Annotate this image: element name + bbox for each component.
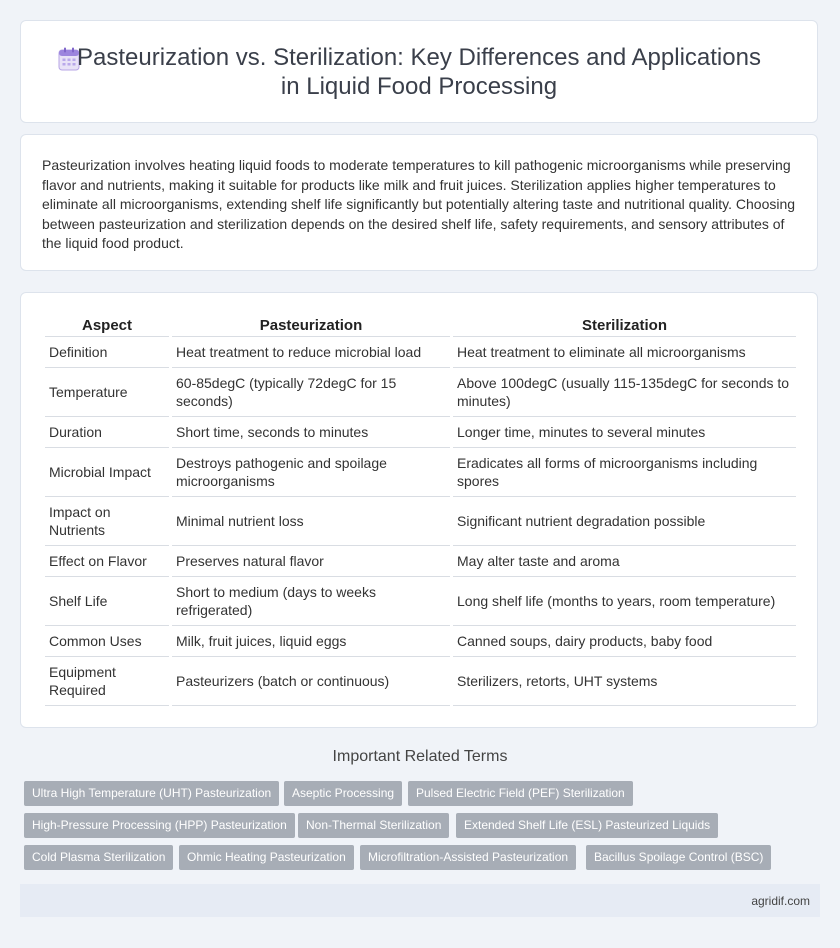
footer	[20, 884, 820, 917]
related-term-chip[interactable]: Cold Plasma Sterilization	[24, 845, 173, 870]
cell-aspect: Shelf Life	[45, 577, 169, 626]
cell-sterilization: Canned soups, dairy products, baby food	[453, 626, 796, 657]
intro-paragraph: Pasteurization involves heating liquid foods to moderate temperatures to kill pathogenic microorganisms while preserving flavor and nutrients, making it suitable for products like milk and fruit juices. Sterilization applies higher temperatures to eliminate all microorganisms, extending shelf life significantly but potentially altering taste and nutritional quality. Choosing between pasteurization and sterilization depends on the desired shelf life, safety requirements, and sensory attributes of the liquid food product.	[42, 157, 796, 251]
cell-pasteurization: Destroys pathogenic and spoilage microorganisms	[172, 448, 450, 497]
table-row	[45, 626, 796, 657]
cell-aspect: Temperature	[45, 368, 169, 417]
cell-sterilization: Sterilizers, retorts, UHT systems	[453, 657, 796, 706]
cell-aspect: Equipment Required	[45, 657, 169, 706]
related-term-chip[interactable]: Ohmic Heating Pasteurization	[179, 845, 354, 870]
header-pasteurization: Pasteurization	[172, 314, 450, 337]
related-term-chip[interactable]: Pulsed Electric Field (PEF) Sterilization	[408, 781, 633, 806]
cell-aspect: Common Uses	[45, 626, 169, 657]
table-row	[45, 577, 796, 626]
title-card	[20, 20, 818, 123]
table-row	[45, 417, 796, 448]
cell-aspect: Effect on Flavor	[45, 546, 169, 577]
table-row	[45, 546, 796, 577]
related-term-chip[interactable]: Extended Shelf Life (ESL) Pasteurized Liquids	[456, 813, 718, 838]
header-aspect: Aspect	[45, 314, 169, 337]
cell-pasteurization: 60-85degC (typically 72degC for 15 seconds)	[172, 368, 450, 417]
cell-sterilization: Significant nutrient degradation possible	[453, 497, 796, 546]
comparison-card	[20, 292, 818, 728]
page-title-line-2: in Liquid Food Processing	[280, 73, 558, 100]
cell-pasteurization: Short time, seconds to minutes	[172, 417, 450, 448]
cell-aspect: Impact on Nutrients	[45, 497, 169, 546]
intro-card	[20, 134, 818, 271]
cell-sterilization: Longer time, minutes to several minutes	[453, 417, 796, 448]
table-row	[45, 337, 796, 368]
table-row	[45, 448, 796, 497]
related-term-chip[interactable]: Ultra High Temperature (UHT) Pasteurization	[24, 781, 279, 806]
table-header-row	[45, 314, 796, 337]
cell-sterilization: Eradicates all forms of microorganisms including spores	[453, 448, 796, 497]
cell-sterilization: Heat treatment to eliminate all microorganisms	[453, 337, 796, 368]
header-sterilization: Sterilization	[453, 314, 796, 337]
cell-sterilization: May alter taste and aroma	[453, 546, 796, 577]
related-term-chip[interactable]: Non-Thermal Sterilization	[298, 813, 449, 838]
cell-pasteurization: Pasteurizers (batch or continuous)	[172, 657, 450, 706]
footer-site-link[interactable]: agridif.com	[751, 894, 810, 908]
related-terms-title: Important Related Terms	[332, 748, 508, 765]
table-row	[45, 497, 796, 546]
table-row	[45, 657, 796, 706]
cell-aspect: Definition	[45, 337, 169, 368]
cell-aspect: Duration	[45, 417, 169, 448]
related-term-chip[interactable]: Bacillus Spoilage Control (BSC)	[586, 845, 771, 870]
cell-sterilization: Above 100degC (usually 115-135degC for seconds to minutes)	[453, 368, 796, 417]
page-title-line-1: Pasteurization vs. Sterilization: Key Differences and Applications	[77, 44, 761, 71]
cell-pasteurization: Heat treatment to reduce microbial load	[172, 337, 450, 368]
comparison-table	[42, 314, 799, 706]
related-term-chip[interactable]: High-Pressure Processing (HPP) Pasteurization	[24, 813, 295, 838]
related-term-chip[interactable]: Microfiltration-Assisted Pasteurization	[360, 845, 576, 870]
cell-sterilization: Long shelf life (months to years, room temperature)	[453, 577, 796, 626]
cell-pasteurization: Milk, fruit juices, liquid eggs	[172, 626, 450, 657]
table-row	[45, 368, 796, 417]
cell-pasteurization: Short to medium (days to weeks refrigerated)	[172, 577, 450, 626]
page-title	[21, 43, 817, 101]
cell-pasteurization: Minimal nutrient loss	[172, 497, 450, 546]
cell-pasteurization: Preserves natural flavor	[172, 546, 450, 577]
cell-aspect: Microbial Impact	[45, 448, 169, 497]
related-term-chip[interactable]: Aseptic Processing	[284, 781, 402, 806]
